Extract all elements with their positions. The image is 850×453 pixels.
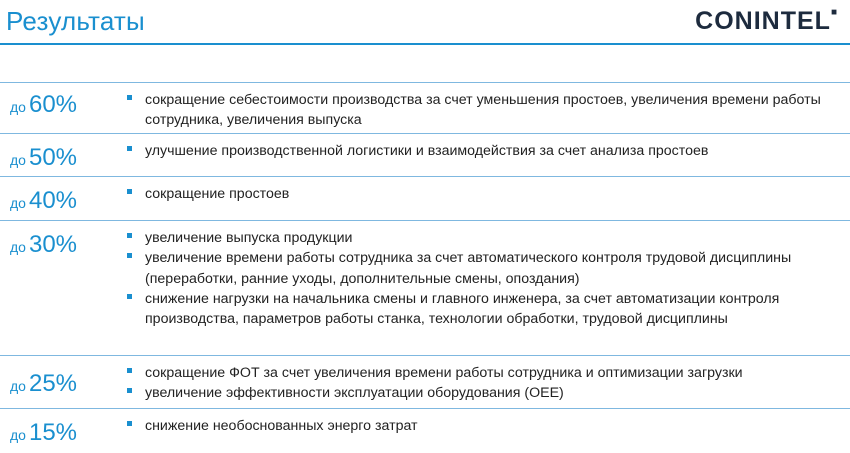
percent-value: 60% xyxy=(28,91,78,118)
percent-label xyxy=(10,231,77,259)
percent-prefix: до xyxy=(10,427,26,443)
bullet-list xyxy=(124,184,824,204)
percent-value: 15% xyxy=(28,419,78,446)
list-item: снижение нагрузки на начальника смены и главного инженера, за счет автоматизации контроля производства, параметров работы станка, технологии обработки, трудовой дисциплины xyxy=(124,289,824,330)
percent-label xyxy=(10,187,77,215)
results-row xyxy=(0,133,850,176)
percent-value: 50% xyxy=(28,144,78,171)
list-item: сокращение себестоимости производства за счет уменьшения простоев, увеличения времени работы сотрудника, увеличения выпуска xyxy=(124,90,824,131)
list-item: увеличение эффективности эксплуатации оборудования (OEE) xyxy=(124,383,824,403)
percent-label xyxy=(10,144,77,172)
logo-text: CONINTEL xyxy=(695,7,831,35)
results-table xyxy=(0,82,850,453)
list-item: снижение необоснованных энерго затрат xyxy=(124,416,824,436)
percent-prefix: до xyxy=(10,152,26,168)
percent-value: 25% xyxy=(28,370,78,397)
bullet-list xyxy=(124,416,824,436)
results-row xyxy=(0,355,850,408)
bullet-list xyxy=(124,228,824,329)
list-item: увеличение выпуска продукции xyxy=(124,228,824,248)
percent-value: 40% xyxy=(28,187,78,214)
percent-prefix: до xyxy=(10,378,26,394)
results-row xyxy=(0,220,850,355)
percent-label xyxy=(10,370,77,398)
results-row xyxy=(0,82,850,133)
conintel-logo xyxy=(695,7,838,36)
percent-prefix: до xyxy=(10,99,26,115)
results-row xyxy=(0,176,850,220)
bullet-list xyxy=(124,141,824,161)
percent-label xyxy=(10,91,77,119)
percent-prefix: до xyxy=(10,239,26,255)
page-title: Результаты xyxy=(6,6,145,36)
list-item: улучшение производственной логистики и взаимодействия за счет анализа простоев xyxy=(124,141,824,161)
results-row xyxy=(0,408,850,453)
logo-mark-icon: ■ xyxy=(830,7,838,18)
percent-label xyxy=(10,419,77,447)
header-divider xyxy=(0,43,850,45)
bullet-list xyxy=(124,90,824,131)
percent-prefix: до xyxy=(10,195,26,211)
list-item: сокращение простоев xyxy=(124,184,824,204)
list-item: увеличение времени работы сотрудника за счет автоматического контроля трудовой дисциплины (переработки, ранние уходы, дополнительные смены, опоздания) xyxy=(124,248,824,289)
list-item: сокращение ФОТ за счет увеличения времени работы сотрудника и оптимизации загрузки xyxy=(124,363,824,383)
bullet-list xyxy=(124,363,824,404)
percent-value: 30% xyxy=(28,231,78,258)
